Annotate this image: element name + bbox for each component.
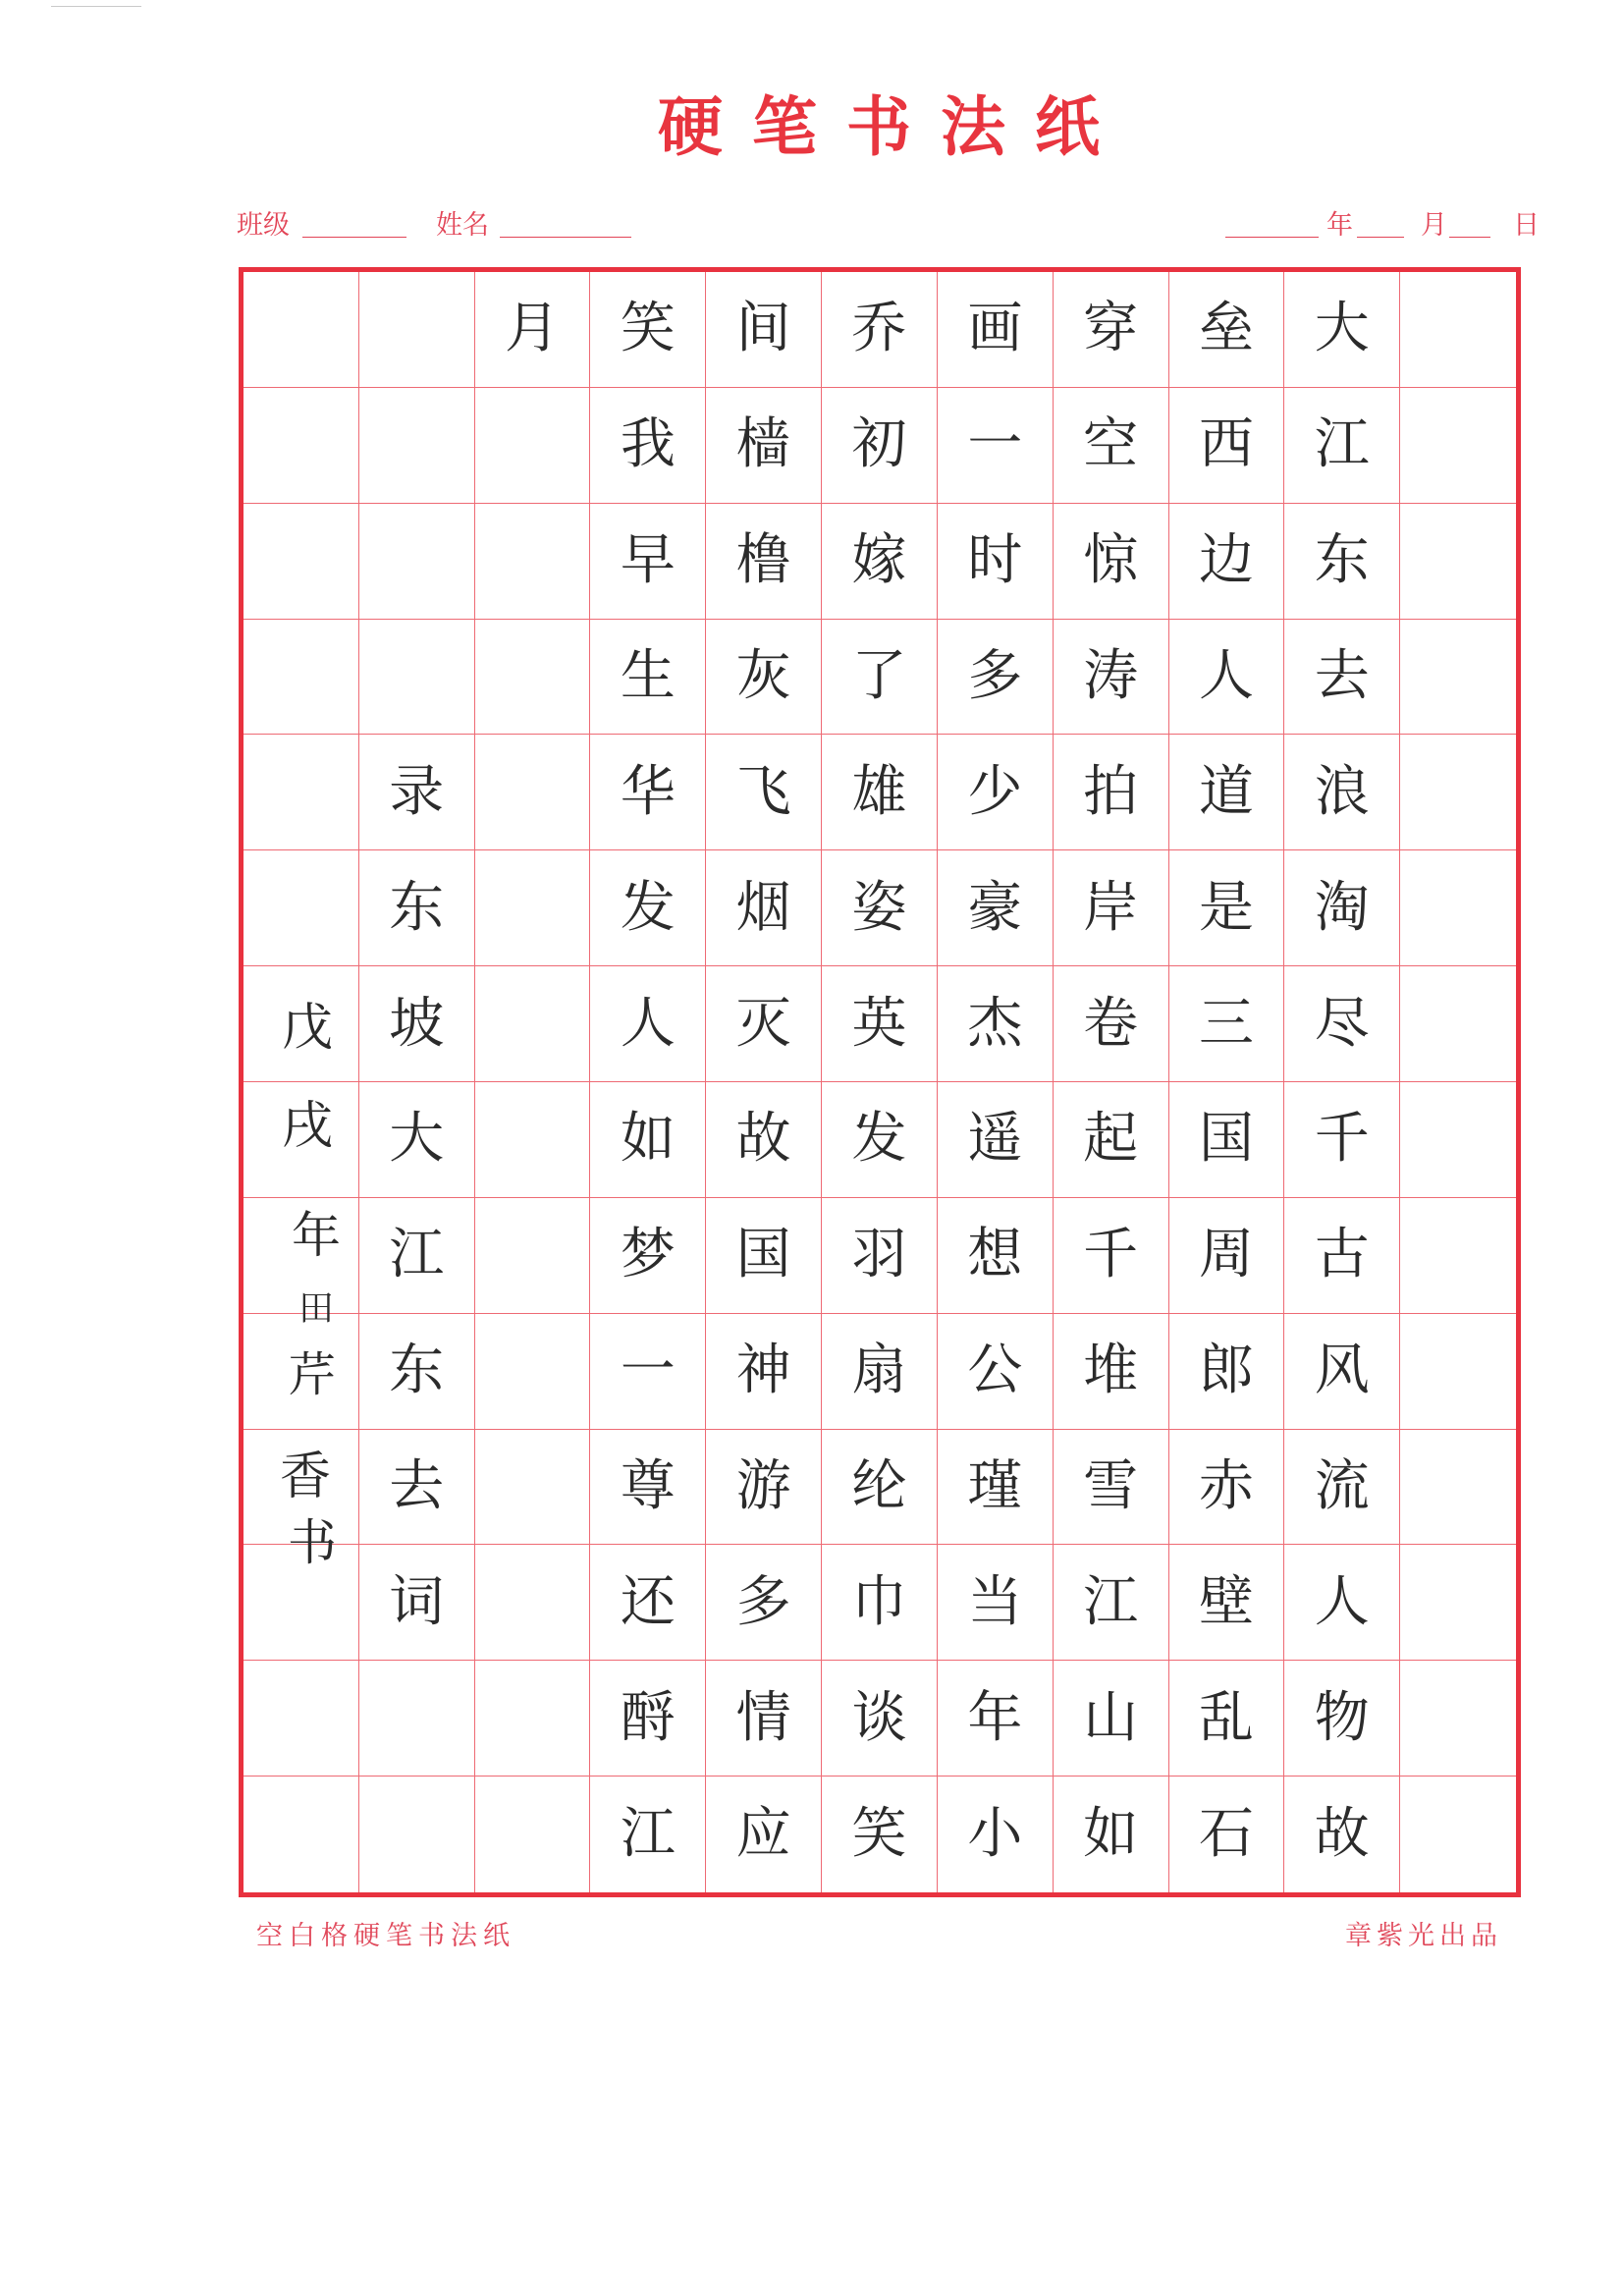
- grid-cell: [822, 735, 938, 850]
- handwritten-char: 多: [967, 643, 1023, 708]
- handwritten-char: 灰: [735, 643, 791, 708]
- grid-cell: [590, 966, 706, 1082]
- handwritten-char: 词: [389, 1569, 445, 1634]
- grid-cell: [1400, 1314, 1516, 1430]
- handwritten-char: 涛: [1083, 643, 1139, 708]
- grid-cell: [590, 620, 706, 736]
- grid-cell: [1400, 504, 1516, 620]
- grid-cell: [475, 1545, 591, 1661]
- grid-cell: [822, 504, 938, 620]
- handwritten-char: 坡: [389, 991, 445, 1056]
- grid-cell: [822, 1430, 938, 1546]
- handwritten-char: 发: [620, 875, 676, 940]
- handwritten-char: 人: [1314, 1569, 1370, 1634]
- grid-cell: [243, 1661, 359, 1777]
- grid-cell: [243, 620, 359, 736]
- handwritten-char: 想: [967, 1223, 1023, 1287]
- grid-cell: [706, 620, 822, 736]
- handwritten-char: 纶: [851, 1453, 907, 1518]
- signature-char: 戌: [282, 1097, 334, 1156]
- grid-cell: [359, 1082, 475, 1198]
- grid-cell: [1284, 1198, 1400, 1314]
- handwritten-char: 笑: [620, 297, 676, 361]
- handwritten-char: 乔: [851, 297, 907, 361]
- handwritten-char: 淘: [1314, 875, 1370, 940]
- handwritten-char: 千: [1314, 1107, 1370, 1172]
- grid-cell: [243, 272, 359, 388]
- grid-cell: [475, 966, 591, 1082]
- grid-cell: [938, 1777, 1054, 1892]
- grid-cell: [359, 620, 475, 736]
- signature-char: 芹: [289, 1347, 337, 1402]
- grid-cell: [822, 850, 938, 966]
- grid-cell: [1284, 272, 1400, 388]
- grid-cell: [359, 1661, 475, 1777]
- handwritten-char: 乱: [1198, 1685, 1254, 1750]
- handwritten-char: 浪: [1314, 759, 1370, 824]
- grid-cell: [938, 272, 1054, 388]
- grid-cell: [706, 735, 822, 850]
- handwritten-char: 年: [967, 1685, 1023, 1750]
- grid-cell: [1169, 966, 1285, 1082]
- handwritten-char: 物: [1314, 1685, 1370, 1750]
- handwritten-char: 游: [735, 1453, 791, 1518]
- grid-cell: [243, 504, 359, 620]
- grid-cell: [1400, 388, 1516, 504]
- handwritten-char: 还: [620, 1569, 676, 1634]
- grid-cell: [1169, 1082, 1285, 1198]
- grid-cell: [359, 735, 475, 850]
- grid-cell: [706, 1082, 822, 1198]
- grid-cell: [590, 1430, 706, 1546]
- grid-cell: [475, 1314, 591, 1430]
- writing-grid: [239, 267, 1521, 1897]
- grid-cell: [590, 850, 706, 966]
- handwritten-char: 风: [1314, 1339, 1370, 1403]
- footer-paper-type: 空白格硬笔书法纸: [256, 1921, 515, 1951]
- handwritten-char: 初: [851, 412, 907, 477]
- grid-cell: [706, 966, 822, 1082]
- handwritten-char: 石: [1198, 1802, 1254, 1867]
- grid-cell: [590, 735, 706, 850]
- grid-cell: [590, 1661, 706, 1777]
- grid-cell: [938, 504, 1054, 620]
- handwritten-char: 西: [1198, 412, 1254, 477]
- grid-cell: [475, 735, 591, 850]
- grid-cell: [359, 966, 475, 1082]
- grid-cell: [1284, 1545, 1400, 1661]
- grid-cell: [1054, 1777, 1169, 1892]
- handwritten-char: 雪: [1083, 1453, 1139, 1518]
- handwritten-char: 尽: [1314, 991, 1370, 1056]
- grid-cell: [1284, 850, 1400, 966]
- handwritten-char: 如: [620, 1107, 676, 1172]
- grid-cell: [359, 1545, 475, 1661]
- signature-char: 田: [298, 1288, 335, 1329]
- year-label: 年: [1326, 210, 1353, 241]
- grid-cell: [706, 1314, 822, 1430]
- handwritten-char: 少: [967, 759, 1023, 824]
- grid-cell: [938, 620, 1054, 736]
- grid-cell: [938, 1661, 1054, 1777]
- grid-cell: [1054, 1661, 1169, 1777]
- handwritten-char: 东: [389, 875, 445, 940]
- grid-cell: [475, 1198, 591, 1314]
- grid-cell: [1284, 1082, 1400, 1198]
- handwritten-char: 录: [389, 759, 445, 824]
- handwritten-char: 姿: [851, 875, 907, 940]
- grid-cell: [1284, 388, 1400, 504]
- grid-cell: [1169, 850, 1285, 966]
- grid-cell: [706, 1661, 822, 1777]
- grid-cell: [822, 1777, 938, 1892]
- handwritten-char: 古: [1314, 1223, 1370, 1287]
- grid-cell: [1054, 1545, 1169, 1661]
- grid-cell: [1169, 1198, 1285, 1314]
- class-blank-line: [302, 237, 406, 238]
- handwritten-char: 堆: [1083, 1339, 1139, 1403]
- grid-cell: [590, 1198, 706, 1314]
- handwritten-char: 卷: [1083, 991, 1139, 1056]
- handwritten-char: 周: [1198, 1223, 1254, 1287]
- grid-cell: [590, 1545, 706, 1661]
- handwritten-char: 大: [1314, 297, 1370, 361]
- handwritten-char: 东: [389, 1339, 445, 1403]
- grid-cell: [938, 1198, 1054, 1314]
- handwritten-char: 羽: [851, 1223, 907, 1287]
- handwritten-char: 发: [851, 1107, 907, 1172]
- grid-cell: [1400, 1198, 1516, 1314]
- grid-cell: [706, 1777, 822, 1892]
- handwritten-char: 飞: [735, 759, 791, 824]
- handwritten-char: 边: [1198, 528, 1254, 593]
- handwritten-char: 空: [1083, 412, 1139, 477]
- handwritten-char: 岸: [1083, 875, 1139, 940]
- handwritten-char: 惊: [1083, 528, 1139, 593]
- grid-cell: [243, 1777, 359, 1892]
- grid-cell: [475, 620, 591, 736]
- grid-cell: [706, 504, 822, 620]
- grid-cell: [359, 1314, 475, 1430]
- grid-cell: [1284, 504, 1400, 620]
- scan-mark: [51, 6, 141, 7]
- handwritten-char: 烟: [735, 875, 791, 940]
- grid-cell: [706, 388, 822, 504]
- handwritten-char: 故: [735, 1107, 791, 1172]
- grid-cell: [1169, 1777, 1285, 1892]
- page-title: 硬笔书法纸: [658, 88, 1129, 165]
- grid-cell: [706, 272, 822, 388]
- signature-char: 书: [288, 1514, 337, 1571]
- handwritten-char: 雄: [851, 759, 907, 824]
- signature-char: 戊: [282, 999, 334, 1058]
- grid-cell: [822, 1314, 938, 1430]
- handwritten-char: 画: [967, 297, 1023, 361]
- grid-cell: [475, 1661, 591, 1777]
- grid-cell: [475, 1430, 591, 1546]
- month-blank-line: [1357, 237, 1404, 238]
- grid-cell: [1284, 1314, 1400, 1430]
- grid-cell: [1169, 1661, 1285, 1777]
- handwritten-char: 月: [505, 297, 561, 361]
- handwritten-char: 千: [1083, 1223, 1139, 1287]
- handwritten-char: 人: [620, 991, 676, 1056]
- signature-char: 香: [280, 1448, 332, 1506]
- grid-cell: [1169, 1314, 1285, 1430]
- grid-cell: [1054, 850, 1169, 966]
- grid-cell: [1054, 1082, 1169, 1198]
- handwritten-char: 流: [1314, 1453, 1370, 1518]
- handwritten-char: 是: [1198, 875, 1254, 940]
- grid-cell: [1400, 272, 1516, 388]
- handwritten-char: 多: [735, 1569, 791, 1634]
- grid-cell: [1169, 388, 1285, 504]
- handwritten-char: 时: [967, 528, 1023, 593]
- handwritten-char: 江: [1314, 412, 1370, 477]
- grid-cell: [1054, 1430, 1169, 1546]
- grid-cell: [1169, 620, 1285, 736]
- grid-cell: [359, 272, 475, 388]
- grid-cell: [590, 1777, 706, 1892]
- handwritten-char: 国: [735, 1223, 791, 1287]
- handwritten-char: 瑾: [967, 1453, 1023, 1518]
- handwritten-char: 遥: [967, 1107, 1023, 1172]
- handwritten-char: 尊: [620, 1453, 676, 1518]
- handwritten-char: 情: [735, 1685, 791, 1750]
- handwritten-char: 梦: [620, 1223, 676, 1287]
- grid-cell: [1169, 504, 1285, 620]
- grid-cell: [243, 388, 359, 504]
- grid-cell: [822, 272, 938, 388]
- grid-cell: [359, 1430, 475, 1546]
- handwritten-char: 穿: [1083, 297, 1139, 361]
- grid-cell: [475, 388, 591, 504]
- grid-cell: [359, 1198, 475, 1314]
- handwritten-char: 江: [389, 1223, 445, 1287]
- handwritten-char: 了: [851, 643, 907, 708]
- grid-cell: [359, 850, 475, 966]
- day-blank-line: [1449, 237, 1490, 238]
- handwritten-char: 去: [389, 1453, 445, 1518]
- signature-char: 年: [292, 1207, 341, 1264]
- handwritten-char: 公: [967, 1339, 1023, 1403]
- year-blank-line: [1225, 237, 1319, 238]
- grid-cell: [1054, 735, 1169, 850]
- grid-cell: [822, 1198, 938, 1314]
- handwritten-char: 神: [735, 1339, 791, 1403]
- handwritten-char: 扇: [851, 1339, 907, 1403]
- grid-cell: [1400, 966, 1516, 1082]
- handwritten-char: 当: [967, 1569, 1023, 1634]
- grid-cell: [1054, 272, 1169, 388]
- grid-cell: [359, 388, 475, 504]
- handwritten-char: 起: [1083, 1107, 1139, 1172]
- grid-cell: [590, 1314, 706, 1430]
- handwritten-char: 垒: [1198, 297, 1254, 361]
- grid-cell: [243, 850, 359, 966]
- grid-cell: [1054, 388, 1169, 504]
- grid-cell: [938, 850, 1054, 966]
- grid-cell: [822, 620, 938, 736]
- grid-cell: [1169, 272, 1285, 388]
- handwritten-char: 故: [1314, 1802, 1370, 1867]
- name-blank-line: [500, 237, 631, 238]
- day-label: 日: [1513, 210, 1540, 241]
- class-label: 班级: [237, 210, 290, 241]
- grid-cell: [590, 504, 706, 620]
- grid-cell: [706, 1198, 822, 1314]
- handwritten-char: 三: [1198, 991, 1254, 1056]
- handwritten-char: 道: [1198, 759, 1254, 824]
- grid-cell: [359, 1777, 475, 1892]
- handwritten-char: 我: [620, 412, 676, 477]
- grid-cell: [1284, 966, 1400, 1082]
- grid-cell: [1400, 1430, 1516, 1546]
- handwritten-char: 一: [967, 412, 1023, 477]
- handwritten-char: 郎: [1198, 1339, 1254, 1403]
- grid-cell: [475, 1777, 591, 1892]
- handwritten-char: 杰: [967, 991, 1023, 1056]
- grid-cell: [1400, 1082, 1516, 1198]
- grid-cell: [475, 272, 591, 388]
- grid-cell: [1284, 1661, 1400, 1777]
- grid-cell: [1400, 850, 1516, 966]
- handwritten-char: 灭: [735, 991, 791, 1056]
- grid-cell: [590, 388, 706, 504]
- handwritten-char: 去: [1314, 643, 1370, 708]
- handwritten-char: 间: [735, 297, 791, 361]
- grid-cell: [1400, 735, 1516, 850]
- grid-cell: [1284, 1777, 1400, 1892]
- grid-cell: [822, 966, 938, 1082]
- handwritten-char: 赤: [1198, 1453, 1254, 1518]
- grid-cell: [706, 850, 822, 966]
- handwritten-char: 英: [851, 991, 907, 1056]
- grid-cell: [1169, 1545, 1285, 1661]
- handwritten-char: 华: [620, 759, 676, 824]
- grid-cell: [1054, 1198, 1169, 1314]
- grid-cell: [475, 504, 591, 620]
- handwritten-char: 拍: [1083, 759, 1139, 824]
- handwritten-char: 人: [1198, 643, 1254, 708]
- handwritten-char: 生: [620, 643, 676, 708]
- handwritten-char: 小: [967, 1802, 1023, 1867]
- grid-cell: [475, 1082, 591, 1198]
- handwritten-char: 一: [620, 1339, 676, 1403]
- grid-cell: [938, 735, 1054, 850]
- grid-cell: [475, 850, 591, 966]
- handwritten-char: 江: [620, 1802, 676, 1867]
- grid-cell: [1169, 1430, 1285, 1546]
- grid-cell: [590, 1082, 706, 1198]
- grid-cell: [1400, 1777, 1516, 1892]
- grid-cell: [938, 1430, 1054, 1546]
- grid-cell: [590, 272, 706, 388]
- grid-cell: [1284, 620, 1400, 736]
- grid-cell: [359, 504, 475, 620]
- grid-cell: [822, 388, 938, 504]
- handwritten-char: 国: [1198, 1107, 1254, 1172]
- grid-cell: [1400, 620, 1516, 736]
- handwritten-char: 山: [1083, 1685, 1139, 1750]
- handwritten-char: 橹: [735, 528, 791, 593]
- handwritten-char: 壁: [1198, 1569, 1254, 1634]
- handwritten-char: 豪: [967, 875, 1023, 940]
- grid-cell: [938, 1545, 1054, 1661]
- handwritten-char: 如: [1083, 1802, 1139, 1867]
- footer-publisher: 章紫光出品: [1345, 1921, 1502, 1951]
- grid-cell: [938, 966, 1054, 1082]
- name-label: 姓名: [436, 210, 489, 241]
- handwritten-char: 谈: [851, 1685, 907, 1750]
- handwritten-char: 嫁: [851, 528, 907, 593]
- grid-cell: [1169, 735, 1285, 850]
- grid-cell: [1054, 620, 1169, 736]
- grid-cell: [822, 1661, 938, 1777]
- handwritten-char: 大: [389, 1107, 445, 1172]
- grid-cell: [1054, 1314, 1169, 1430]
- grid-cell: [938, 1082, 1054, 1198]
- grid-cell: [1284, 735, 1400, 850]
- handwritten-char: 江: [1083, 1569, 1139, 1634]
- grid-cell: [706, 1430, 822, 1546]
- handwritten-char: 早: [620, 528, 676, 593]
- handwritten-char: 酹: [620, 1685, 676, 1750]
- grid-cell: [706, 1545, 822, 1661]
- grid-cell: [938, 388, 1054, 504]
- grid-cell: [938, 1314, 1054, 1430]
- grid-cell: [243, 735, 359, 850]
- grid-cell: [1054, 966, 1169, 1082]
- grid-cell: [822, 1545, 938, 1661]
- handwritten-char: 笑: [851, 1802, 907, 1867]
- handwritten-char: 应: [735, 1802, 791, 1867]
- handwritten-char: 东: [1314, 528, 1370, 593]
- month-label: 月: [1421, 210, 1447, 241]
- grid-cell: [1400, 1545, 1516, 1661]
- handwritten-char: 巾: [851, 1569, 907, 1634]
- grid-cell: [1284, 1430, 1400, 1546]
- grid-cell: [822, 1082, 938, 1198]
- grid-cell: [1054, 504, 1169, 620]
- grid-cell: [1400, 1661, 1516, 1777]
- handwritten-char: 樯: [735, 412, 791, 477]
